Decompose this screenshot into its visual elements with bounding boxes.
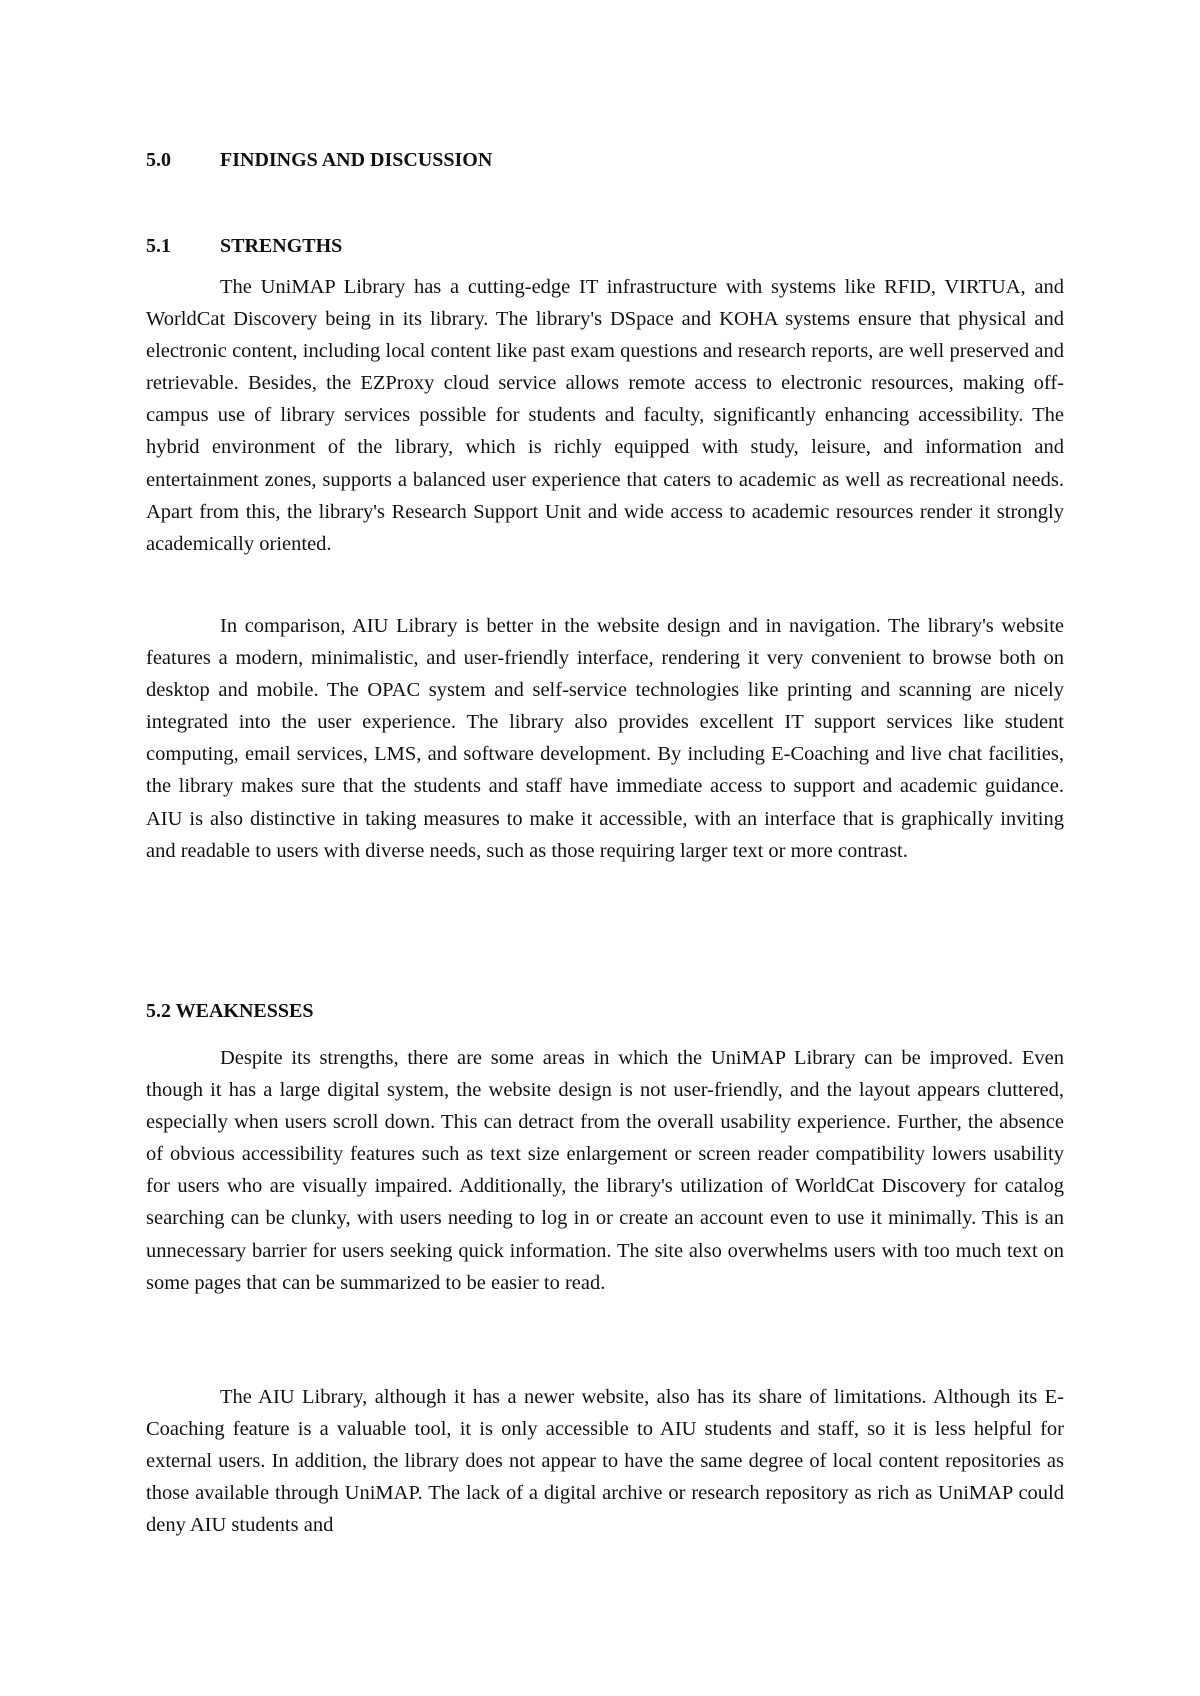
strengths-paragraph-2: In comparison, AIU Library is better in the website design and in navigation. The library's website features a modern, minimalistic, and user-friendly interface, rendering it very convenient to browse both on desktop and mobile. The OPAC system and self-service technologies like printing and scanning are nicely integrated into the user experience. The library also provides excellent IT support services like student computing, email services, LMS, and software development. By including E-Coaching and live chat facilities, the library makes sure that the students and staff have immediate access to support and academic guidance. AIU is also distinctive in taking measures to make it accessible, with an interface that is graphically inviting and readable to users with diverse needs, such as those requiring larger text or more contrast.	[146, 615, 1064, 862]
weaknesses-paragraph-2: The AIU Library, although it has a newer website, also has its share of limitations. Although its E-Coaching feature is a valuable tool, it is only accessible to AIU students and staff, so it is less helpful for external users. In addition, the library does not appear to have the same degree of local content repositories as those available through UniMAP. The lack of a digital archive or research repository as rich as UniMAP could deny AIU students and	[146, 1386, 1064, 1537]
weaknesses-paragraph-1: Despite its strengths, there are some areas in which the UniMAP Library can be improved. Even though it has a large digital system, the website design is not user-friendly, and the layout appears cluttered, especially when users scroll down. This can detract from the overall usability experience. Further, the absence of obvious accessibility features such as text size enlargement or screen reader compatibility lowers usability for users who are visually impaired. Additionally, the library's utilization of WorldCat Discovery for catalog searching can be clunky, with users needing to log in or create an account even to use it minimally. This is an unnecessary barrier for users seeking quick information. The site also overwhelms users with too much text on some pages that can be summarized to be easier to read.	[146, 1047, 1064, 1294]
weaknesses-heading: 5.2 WEAKNESSES	[146, 1000, 314, 1022]
section-heading	[146, 148, 492, 172]
strengths-title: STRENGTHS	[220, 235, 343, 257]
section-number: 5.0	[146, 149, 171, 171]
strengths-number: 5.1	[146, 235, 171, 257]
section-title: FINDINGS AND DISCUSSION	[220, 149, 493, 171]
strengths-paragraph-1: The UniMAP Library has a cutting-edge IT infrastructure with systems like RFID, VIRTUA, and WorldCat Discovery being in its library. The library's DSpace and KOHA systems ensure that physical and electronic content, including local content like past exam questions and research reports, are well preserved and retrievable. Besides, the EZProxy cloud service allows remote access to electronic resources, making off-campus use of library services possible for students and faculty, significantly enhancing accessibility. The hybrid environment of the library, which is richly equipped with study, leisure, and information and entertainment zones, supports a balanced user experience that caters to academic as well as recreational needs. Apart from this, the library's Research Support Unit and wide access to academic resources render it strongly academically oriented.	[146, 276, 1064, 555]
strengths-heading	[146, 234, 342, 258]
document-page	[146, 0, 1064, 1696]
